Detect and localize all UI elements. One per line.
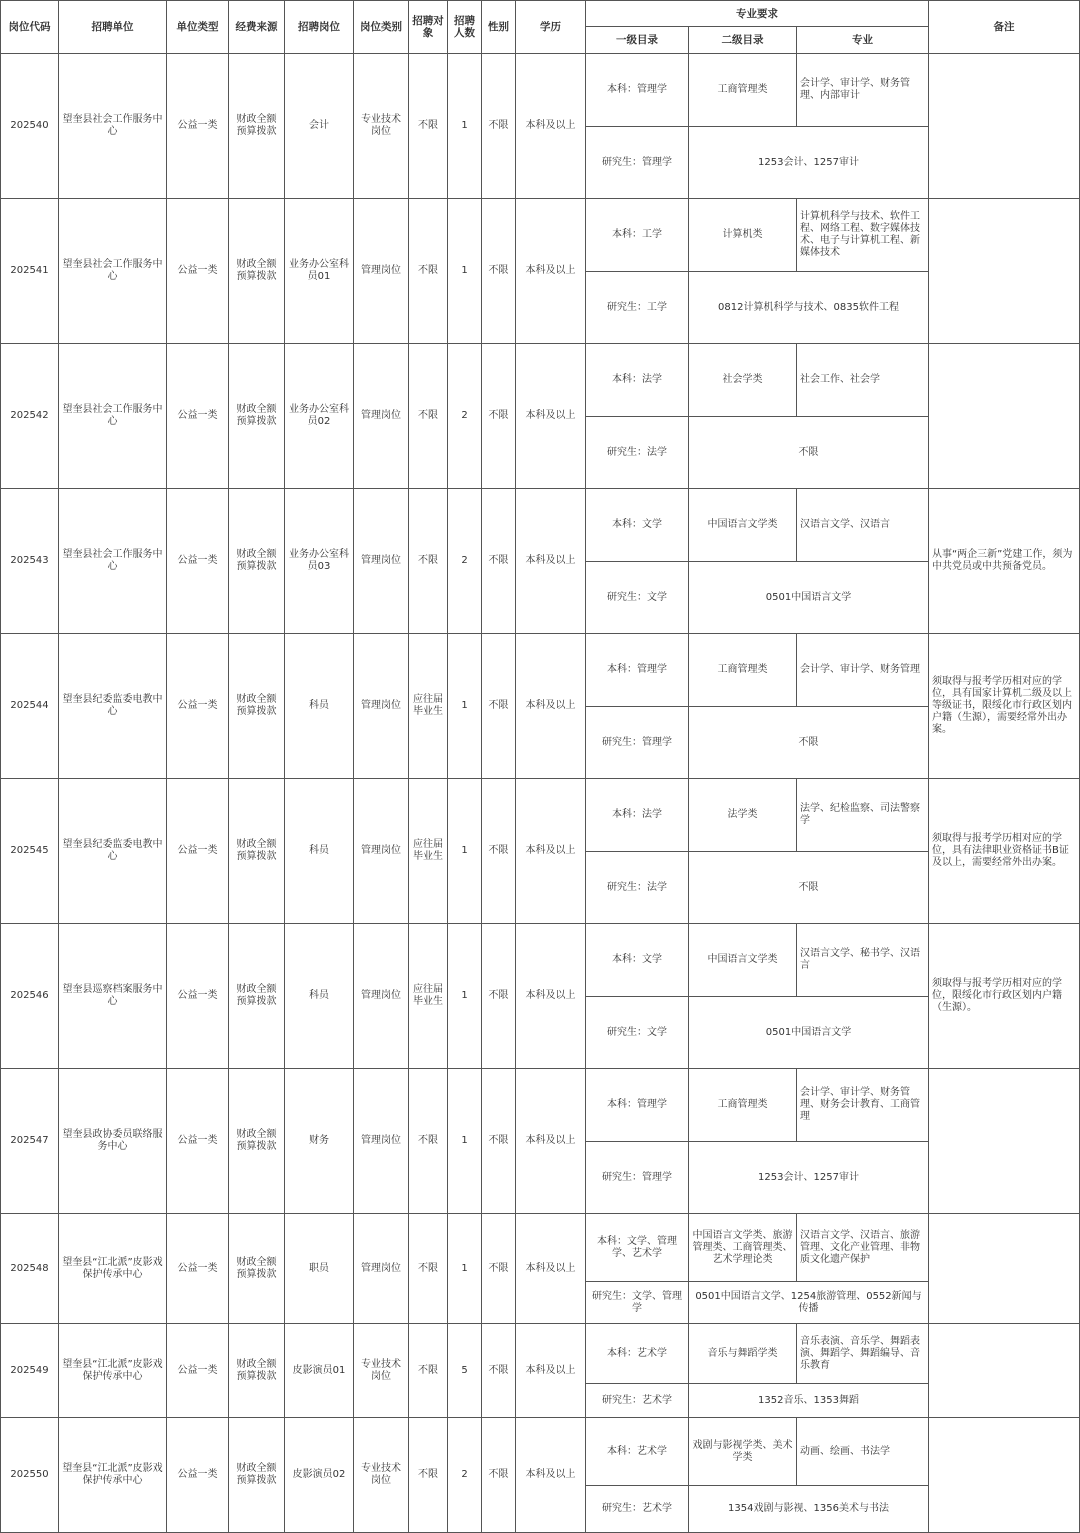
row-bachelor-level1: 本科：管理学 bbox=[586, 1069, 689, 1142]
row-target: 不限 bbox=[409, 1418, 448, 1533]
row-gender: 不限 bbox=[482, 1324, 516, 1418]
row-category: 管理岗位 bbox=[354, 1069, 409, 1214]
header-level1: 一级目录 bbox=[586, 27, 689, 54]
row-unit: 望奎县巡察档案服务中心 bbox=[59, 924, 167, 1069]
row-unit-type: 公益一类 bbox=[167, 199, 229, 344]
row-category: 管理岗位 bbox=[354, 779, 409, 924]
row-unit: 望奎县社会工作服务中心 bbox=[59, 489, 167, 634]
row-category: 管理岗位 bbox=[354, 199, 409, 344]
row-education: 本科及以上 bbox=[516, 1418, 586, 1533]
row-bachelor-level1: 本科：管理学 bbox=[586, 634, 689, 707]
row-unit: 望奎县纪委监委电教中心 bbox=[59, 634, 167, 779]
row-code: 202550 bbox=[0, 1418, 59, 1533]
row-notes: 须取得与报考学历相对应的学位，具有国家计算机二级及以上等级证书，限绥化市行政区划内户籍（生源），需要经常外出办案。 bbox=[929, 634, 1080, 779]
row-count: 1 bbox=[448, 634, 482, 779]
row-count: 2 bbox=[448, 1418, 482, 1533]
row-funding: 财政全额预算拨款 bbox=[229, 1214, 285, 1324]
row-funding: 财政全额预算拨款 bbox=[229, 779, 285, 924]
row-graduate-level1: 研究生：艺术学 bbox=[586, 1384, 689, 1418]
row-unit-type: 公益一类 bbox=[167, 489, 229, 634]
row-code: 202545 bbox=[0, 779, 59, 924]
row-bachelor-major: 音乐表演、音乐学、舞蹈表演、舞蹈学、舞蹈编导、音乐教育 bbox=[797, 1324, 929, 1384]
header-code: 岗位代码 bbox=[0, 0, 59, 54]
row-position: 业务办公室科员03 bbox=[285, 489, 354, 634]
row-position: 科员 bbox=[285, 924, 354, 1069]
header-notes: 备注 bbox=[929, 0, 1080, 54]
row-unit-type: 公益一类 bbox=[167, 1418, 229, 1533]
row-gender: 不限 bbox=[482, 1214, 516, 1324]
row-bachelor-level1: 本科：文学、管理学、艺术学 bbox=[586, 1214, 689, 1282]
row-position: 职员 bbox=[285, 1214, 354, 1324]
row-bachelor-major: 社会工作、社会学 bbox=[797, 344, 929, 417]
row-bachelor-level2: 中国语言文学类、旅游管理类、工商管理类、艺术学理论类 bbox=[689, 1214, 797, 1282]
row-position: 财务 bbox=[285, 1069, 354, 1214]
row-graduate-level1: 研究生：文学 bbox=[586, 997, 689, 1069]
row-gender: 不限 bbox=[482, 489, 516, 634]
row-bachelor-level1: 本科：文学 bbox=[586, 489, 689, 562]
row-education: 本科及以上 bbox=[516, 1324, 586, 1418]
row-count: 1 bbox=[448, 1214, 482, 1324]
row-unit-type: 公益一类 bbox=[167, 1324, 229, 1418]
row-count: 2 bbox=[448, 344, 482, 489]
row-graduate-level1: 研究生：文学、管理学 bbox=[586, 1282, 689, 1324]
row-bachelor-level2: 中国语言文学类 bbox=[689, 489, 797, 562]
row-bachelor-level1: 本科：法学 bbox=[586, 344, 689, 417]
row-category: 专业技术岗位 bbox=[354, 1418, 409, 1533]
row-category: 管理岗位 bbox=[354, 489, 409, 634]
header-category: 岗位类别 bbox=[354, 0, 409, 54]
row-gender: 不限 bbox=[482, 779, 516, 924]
row-bachelor-major: 会计学、审计学、财务管理 bbox=[797, 634, 929, 707]
row-target: 应往届毕业生 bbox=[409, 634, 448, 779]
row-target: 不限 bbox=[409, 1069, 448, 1214]
row-count: 1 bbox=[448, 924, 482, 1069]
row-unit-type: 公益一类 bbox=[167, 779, 229, 924]
row-bachelor-major: 汉语言文学、汉语言 bbox=[797, 489, 929, 562]
row-gender: 不限 bbox=[482, 344, 516, 489]
header-unit: 招聘单位 bbox=[59, 0, 167, 54]
row-code: 202542 bbox=[0, 344, 59, 489]
row-target: 不限 bbox=[409, 344, 448, 489]
row-unit: 望奎县政协委员联络服务中心 bbox=[59, 1069, 167, 1214]
row-code: 202540 bbox=[0, 54, 59, 199]
row-unit: 望奎县纪委监委电教中心 bbox=[59, 779, 167, 924]
header-funding: 经费来源 bbox=[229, 0, 285, 54]
row-graduate-major: 0501中国语言文学 bbox=[689, 997, 929, 1069]
row-education: 本科及以上 bbox=[516, 489, 586, 634]
row-unit-type: 公益一类 bbox=[167, 1214, 229, 1324]
row-position: 业务办公室科员01 bbox=[285, 199, 354, 344]
row-target: 应往届毕业生 bbox=[409, 924, 448, 1069]
header-level2: 二级目录 bbox=[689, 27, 797, 54]
row-code: 202547 bbox=[0, 1069, 59, 1214]
row-graduate-level1: 研究生：文学 bbox=[586, 562, 689, 634]
row-notes bbox=[929, 1324, 1080, 1418]
row-target: 不限 bbox=[409, 54, 448, 199]
row-bachelor-level1: 本科：管理学 bbox=[586, 54, 689, 127]
row-graduate-major: 1253会计、1257审计 bbox=[689, 127, 929, 199]
row-bachelor-level1: 本科：艺术学 bbox=[586, 1418, 689, 1486]
row-bachelor-major: 计算机科学与技术、软件工程、网络工程、数字媒体技术、电子与计算机工程、新媒体技术 bbox=[797, 199, 929, 272]
row-code: 202543 bbox=[0, 489, 59, 634]
row-code: 202541 bbox=[0, 199, 59, 344]
row-graduate-major: 不限 bbox=[689, 852, 929, 924]
row-notes bbox=[929, 1418, 1080, 1533]
row-gender: 不限 bbox=[482, 54, 516, 199]
row-funding: 财政全额预算拨款 bbox=[229, 199, 285, 344]
row-count: 1 bbox=[448, 1069, 482, 1214]
row-notes bbox=[929, 1214, 1080, 1324]
row-graduate-major: 0501中国语言文学 bbox=[689, 562, 929, 634]
row-funding: 财政全额预算拨款 bbox=[229, 1418, 285, 1533]
row-bachelor-level2: 社会学类 bbox=[689, 344, 797, 417]
row-code: 202546 bbox=[0, 924, 59, 1069]
row-notes bbox=[929, 199, 1080, 344]
row-target: 不限 bbox=[409, 199, 448, 344]
row-count: 1 bbox=[448, 779, 482, 924]
row-code: 202549 bbox=[0, 1324, 59, 1418]
header-major-requirement: 专业要求 bbox=[586, 0, 929, 27]
row-education: 本科及以上 bbox=[516, 344, 586, 489]
row-count: 5 bbox=[448, 1324, 482, 1418]
row-funding: 财政全额预算拨款 bbox=[229, 54, 285, 199]
row-graduate-major: 不限 bbox=[689, 417, 929, 489]
row-bachelor-level2: 音乐与舞蹈学类 bbox=[689, 1324, 797, 1384]
row-count: 1 bbox=[448, 54, 482, 199]
row-target: 不限 bbox=[409, 1324, 448, 1418]
row-graduate-level1: 研究生：管理学 bbox=[586, 707, 689, 779]
row-graduate-major: 0812计算机科学与技术、0835软件工程 bbox=[689, 272, 929, 344]
row-position: 皮影演员02 bbox=[285, 1418, 354, 1533]
row-graduate-major: 1352音乐、1353舞蹈 bbox=[689, 1384, 929, 1418]
row-bachelor-major: 会计学、审计学、财务管理、内部审计 bbox=[797, 54, 929, 127]
header-target: 招聘对象 bbox=[409, 0, 448, 54]
row-graduate-level1: 研究生：管理学 bbox=[586, 1142, 689, 1214]
header-unit-type: 单位类型 bbox=[167, 0, 229, 54]
row-unit-type: 公益一类 bbox=[167, 344, 229, 489]
row-graduate-level1: 研究生：管理学 bbox=[586, 127, 689, 199]
row-bachelor-level2: 中国语言文学类 bbox=[689, 924, 797, 997]
row-unit: 望奎县“江北派”皮影戏保护传承中心 bbox=[59, 1214, 167, 1324]
row-education: 本科及以上 bbox=[516, 1069, 586, 1214]
row-unit: 望奎县社会工作服务中心 bbox=[59, 344, 167, 489]
row-education: 本科及以上 bbox=[516, 779, 586, 924]
row-bachelor-level1: 本科：法学 bbox=[586, 779, 689, 852]
row-unit: 望奎县社会工作服务中心 bbox=[59, 54, 167, 199]
row-notes: 从事“两企三新”党建工作，须为中共党员或中共预备党员。 bbox=[929, 489, 1080, 634]
row-graduate-major: 不限 bbox=[689, 707, 929, 779]
row-funding: 财政全额预算拨款 bbox=[229, 1324, 285, 1418]
row-category: 专业技术岗位 bbox=[354, 54, 409, 199]
header-count: 招聘人数 bbox=[448, 0, 482, 54]
row-target: 不限 bbox=[409, 1214, 448, 1324]
row-funding: 财政全额预算拨款 bbox=[229, 1069, 285, 1214]
row-target: 应往届毕业生 bbox=[409, 779, 448, 924]
row-category: 管理岗位 bbox=[354, 924, 409, 1069]
row-gender: 不限 bbox=[482, 924, 516, 1069]
row-bachelor-level2: 工商管理类 bbox=[689, 54, 797, 127]
row-bachelor-level2: 戏剧与影视学类、美术学类 bbox=[689, 1418, 797, 1486]
row-notes bbox=[929, 344, 1080, 489]
row-graduate-major: 1253会计、1257审计 bbox=[689, 1142, 929, 1214]
row-education: 本科及以上 bbox=[516, 199, 586, 344]
header-gender: 性别 bbox=[482, 0, 516, 54]
row-education: 本科及以上 bbox=[516, 54, 586, 199]
row-unit-type: 公益一类 bbox=[167, 1069, 229, 1214]
row-position: 皮影演员01 bbox=[285, 1324, 354, 1418]
row-graduate-level1: 研究生：法学 bbox=[586, 417, 689, 489]
row-notes bbox=[929, 54, 1080, 199]
row-bachelor-major: 汉语言文学、秘书学、汉语言 bbox=[797, 924, 929, 997]
row-position: 会计 bbox=[285, 54, 354, 199]
row-unit-type: 公益一类 bbox=[167, 634, 229, 779]
row-bachelor-major: 法学、纪检监察、司法警察学 bbox=[797, 779, 929, 852]
row-education: 本科及以上 bbox=[516, 634, 586, 779]
row-code: 202548 bbox=[0, 1214, 59, 1324]
row-unit-type: 公益一类 bbox=[167, 924, 229, 1069]
header-position: 招聘岗位 bbox=[285, 0, 354, 54]
row-graduate-level1: 研究生：法学 bbox=[586, 852, 689, 924]
row-position: 业务办公室科员02 bbox=[285, 344, 354, 489]
row-bachelor-level2: 工商管理类 bbox=[689, 1069, 797, 1142]
row-position: 科员 bbox=[285, 779, 354, 924]
row-count: 1 bbox=[448, 199, 482, 344]
row-bachelor-level2: 计算机类 bbox=[689, 199, 797, 272]
header-education: 学历 bbox=[516, 0, 586, 54]
row-bachelor-level1: 本科：文学 bbox=[586, 924, 689, 997]
row-notes: 须取得与报考学历相对应的学位，限绥化市行政区划内户籍（生源）。 bbox=[929, 924, 1080, 1069]
row-bachelor-major: 动画、绘画、书法学 bbox=[797, 1418, 929, 1486]
row-category: 管理岗位 bbox=[354, 344, 409, 489]
row-code: 202544 bbox=[0, 634, 59, 779]
row-unit: 望奎县社会工作服务中心 bbox=[59, 199, 167, 344]
row-position: 科员 bbox=[285, 634, 354, 779]
row-count: 2 bbox=[448, 489, 482, 634]
row-bachelor-level1: 本科：艺术学 bbox=[586, 1324, 689, 1384]
row-graduate-major: 0501中国语言文学、1254旅游管理、0552新闻与传播 bbox=[689, 1282, 929, 1324]
row-funding: 财政全额预算拨款 bbox=[229, 489, 285, 634]
row-education: 本科及以上 bbox=[516, 1214, 586, 1324]
header-major: 专业 bbox=[797, 27, 929, 54]
row-category: 管理岗位 bbox=[354, 634, 409, 779]
row-target: 不限 bbox=[409, 489, 448, 634]
row-gender: 不限 bbox=[482, 634, 516, 779]
row-category: 专业技术岗位 bbox=[354, 1324, 409, 1418]
row-gender: 不限 bbox=[482, 199, 516, 344]
row-bachelor-level2: 法学类 bbox=[689, 779, 797, 852]
row-category: 管理岗位 bbox=[354, 1214, 409, 1324]
row-funding: 财政全额预算拨款 bbox=[229, 634, 285, 779]
row-graduate-major: 1354戏剧与影视、1356美术与书法 bbox=[689, 1486, 929, 1533]
row-unit: 望奎县“江北派”皮影戏保护传承中心 bbox=[59, 1324, 167, 1418]
row-gender: 不限 bbox=[482, 1069, 516, 1214]
row-unit-type: 公益一类 bbox=[167, 54, 229, 199]
row-bachelor-level1: 本科：工学 bbox=[586, 199, 689, 272]
row-notes: 须取得与报考学历相对应的学位，具有法律职业资格证书B证及以上，需要经常外出办案。 bbox=[929, 779, 1080, 924]
row-bachelor-level2: 工商管理类 bbox=[689, 634, 797, 707]
row-bachelor-major: 会计学、审计学、财务管理、财务会计教育、工商管理 bbox=[797, 1069, 929, 1142]
row-funding: 财政全额预算拨款 bbox=[229, 924, 285, 1069]
row-graduate-level1: 研究生：艺术学 bbox=[586, 1486, 689, 1533]
row-bachelor-major: 汉语言文学、汉语言、旅游管理、文化产业管理、非物质文化遗产保护 bbox=[797, 1214, 929, 1282]
row-gender: 不限 bbox=[482, 1418, 516, 1533]
row-graduate-level1: 研究生：工学 bbox=[586, 272, 689, 344]
row-unit: 望奎县“江北派”皮影戏保护传承中心 bbox=[59, 1418, 167, 1533]
row-education: 本科及以上 bbox=[516, 924, 586, 1069]
row-funding: 财政全额预算拨款 bbox=[229, 344, 285, 489]
row-notes bbox=[929, 1069, 1080, 1214]
